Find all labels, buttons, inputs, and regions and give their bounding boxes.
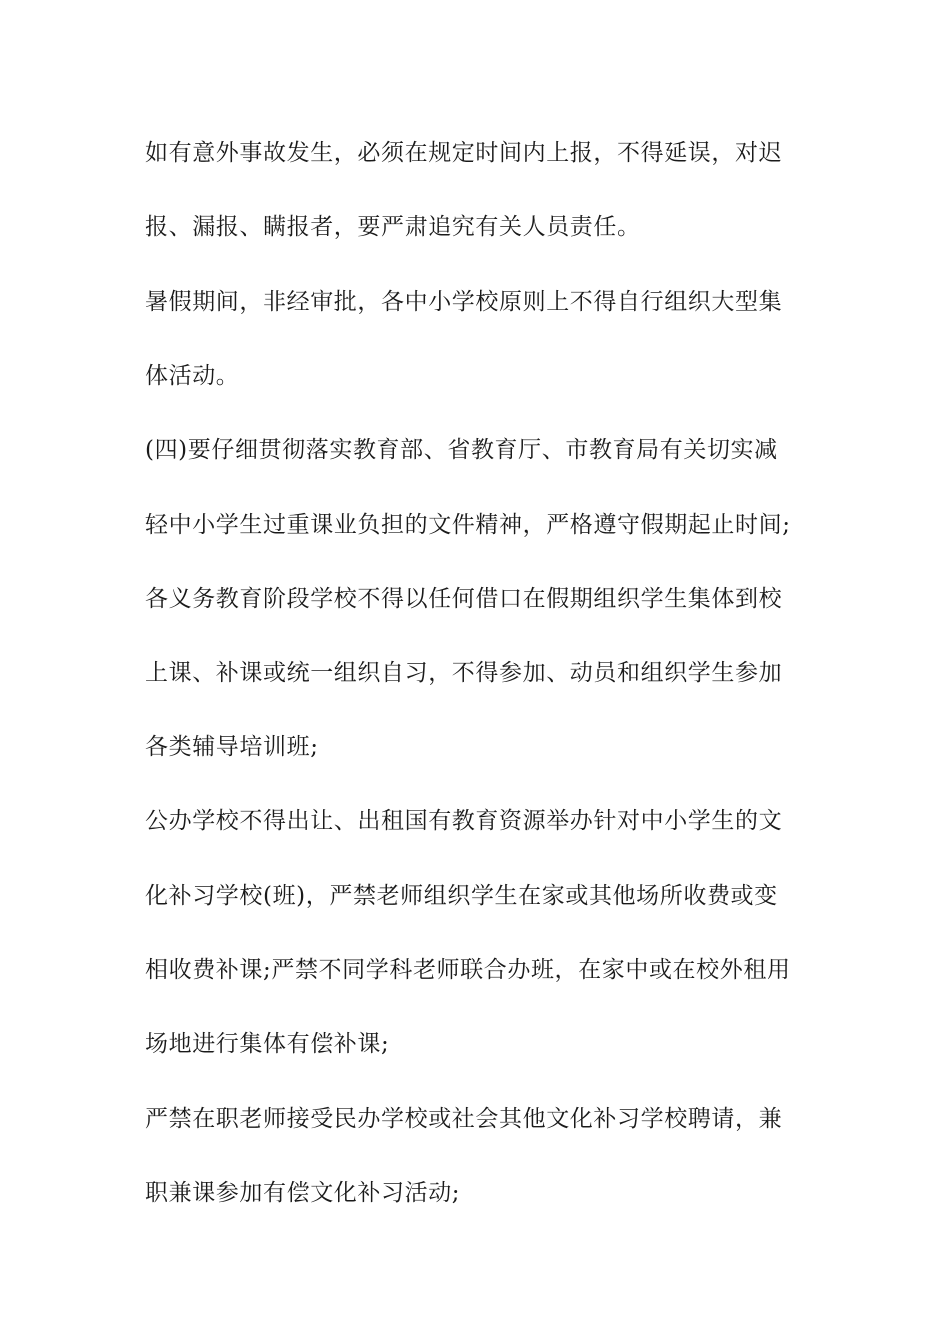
text-line: 轻中小学生过重课业负担的文件精神，严格遵守假期起止时间; — [145, 512, 791, 538]
text-line: 场地进行集体有偿补课; — [145, 1031, 390, 1057]
text-line: 体活动。 — [145, 363, 240, 389]
text-line: 公办学校不得出让、出租国有教育资源举办针对中小学生的文 — [145, 808, 783, 834]
text-line: 职兼课参加有偿文化补习活动; — [145, 1180, 461, 1206]
text-line: 严禁在职老师接受民办学校或社会其他文化补习学校聘请，兼 — [145, 1106, 783, 1132]
text-line: 相收费补课;严禁不同学科老师联合办班，在家中或在校外租用 — [145, 957, 791, 983]
text-line: 上课、补课或统一组织自习，不得参加、动员和组织学生参加 — [145, 660, 783, 686]
text-line: (四)要仔细贯彻落实教育部、省教育厅、市教育局有关切实减 — [145, 437, 778, 463]
text-line: 各类辅导培训班; — [145, 734, 319, 760]
text-line: 化补习学校(班)，严禁老师组织学生在家或其他场所收费或变 — [145, 883, 778, 909]
text-line: 暑假期间，非经审批，各中小学校原则上不得自行组织大型集 — [145, 289, 783, 315]
text-line: 报、漏报、瞒报者，要严肃追究有关人员责任。 — [145, 214, 641, 240]
text-line: 各义务教育阶段学校不得以任何借口在假期组织学生集体到校 — [145, 586, 783, 612]
text-line: 如有意外事故发生，必须在规定时间内上报，不得延误，对迟 — [145, 140, 783, 166]
